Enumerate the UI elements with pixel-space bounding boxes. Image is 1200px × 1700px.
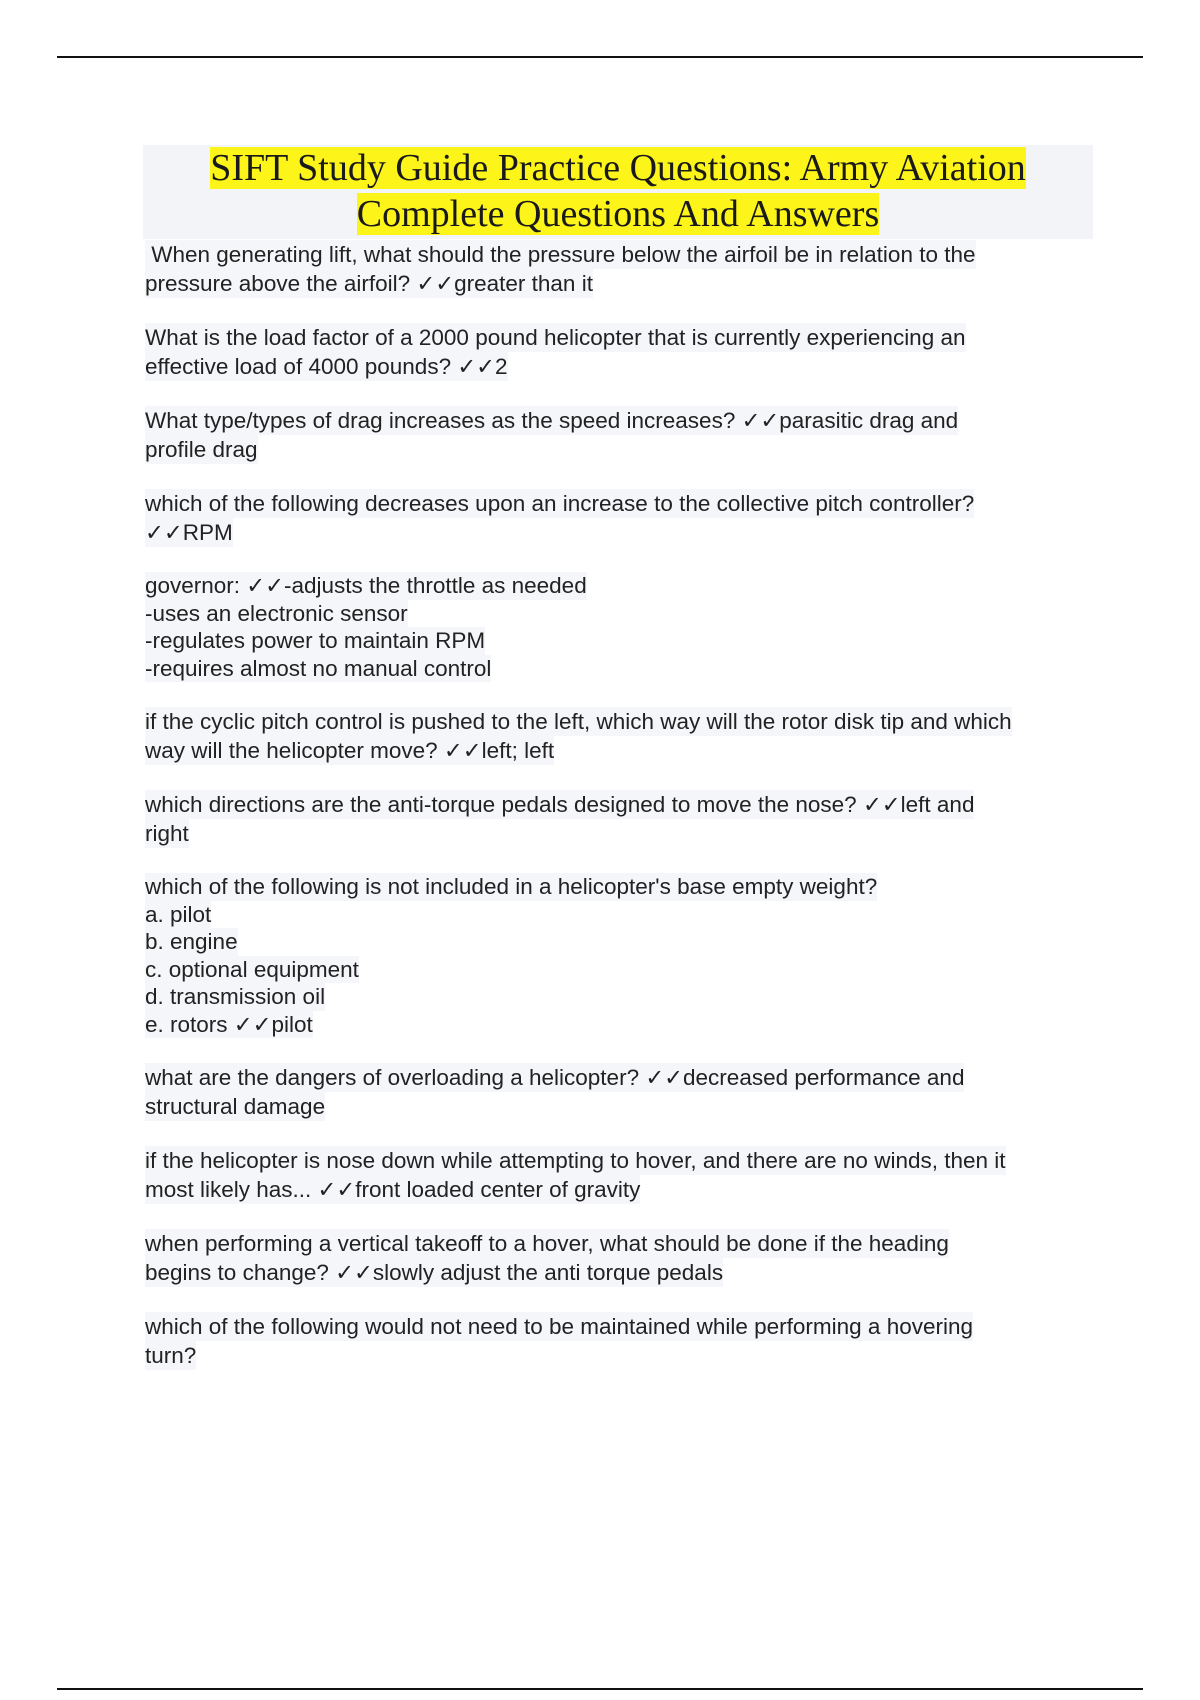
document-title bbox=[143, 145, 1093, 239]
qa-line: b. engine bbox=[145, 929, 238, 954]
qa-item bbox=[145, 790, 1080, 848]
qa-line: What is the load factor of a 2000 pound helicopter that is currently experiencing an bbox=[145, 325, 966, 350]
qa-line: most likely has... ✓✓front loaded center of gravity bbox=[145, 1177, 641, 1202]
qa-line: When generating lift, what should the pressure below the airfoil be in relation to the bbox=[145, 242, 976, 267]
qa-item bbox=[145, 1146, 1080, 1204]
qa-item bbox=[145, 406, 1080, 464]
qa-line: if the helicopter is nose down while attempting to hover, and there are no winds, then it bbox=[145, 1148, 1006, 1173]
qa-item bbox=[145, 707, 1080, 765]
qa-item bbox=[145, 323, 1080, 381]
qa-item bbox=[145, 240, 1080, 298]
qa-item bbox=[145, 873, 1080, 1038]
qa-item bbox=[145, 1312, 1080, 1370]
qa-list bbox=[145, 240, 1080, 1395]
qa-item bbox=[145, 1229, 1080, 1287]
title-line-2: Complete Questions And Answers bbox=[356, 193, 880, 235]
qa-line: if the cyclic pitch control is pushed to the left, which way will the rotor disk tip and which bbox=[145, 709, 1012, 734]
qa-line: profile drag bbox=[145, 437, 258, 462]
qa-line: d. transmission oil bbox=[145, 984, 326, 1009]
qa-line: turn? bbox=[145, 1343, 197, 1368]
qa-line: which of the following would not need to be maintained while performing a hovering bbox=[145, 1314, 974, 1339]
qa-line: a. pilot bbox=[145, 901, 212, 927]
qa-line: pressure above the airfoil? ✓✓greater than it bbox=[145, 271, 593, 296]
qa-line: when performing a vertical takeoff to a hover, what should be done if the heading bbox=[145, 1231, 949, 1256]
qa-line: which of the following decreases upon an increase to the collective pitch controller? bbox=[145, 491, 975, 516]
qa-line: governor: ✓✓-adjusts the throttle as needed bbox=[145, 573, 587, 598]
qa-line: which directions are the anti-torque pedals designed to move the nose? ✓✓left and bbox=[145, 792, 975, 817]
qa-line: -requires almost no manual control bbox=[145, 655, 492, 681]
qa-line: what are the dangers of overloading a helicopter? ✓✓decreased performance and bbox=[145, 1065, 965, 1090]
qa-line: What type/types of drag increases as the speed increases? ✓✓parasitic drag and bbox=[145, 408, 959, 433]
qa-item bbox=[145, 489, 1080, 547]
qa-line: effective load of 4000 pounds? ✓✓2 bbox=[145, 354, 508, 379]
title-line-1: SIFT Study Guide Practice Questions: Army Aviation bbox=[210, 147, 1026, 189]
qa-line: begins to change? ✓✓slowly adjust the anti torque pedals bbox=[145, 1260, 724, 1285]
qa-item bbox=[145, 1063, 1080, 1121]
qa-item bbox=[145, 572, 1080, 682]
qa-line: ✓✓RPM bbox=[145, 520, 233, 545]
qa-line: structural damage bbox=[145, 1094, 326, 1119]
qa-line: -regulates power to maintain RPM bbox=[145, 628, 486, 653]
qa-line: which of the following is not included in a helicopter's base empty weight? bbox=[145, 874, 878, 899]
qa-line: right bbox=[145, 821, 189, 846]
top-rule bbox=[57, 56, 1143, 58]
qa-line: way will the helicopter move? ✓✓left; left bbox=[145, 738, 555, 763]
qa-line: c. optional equipment bbox=[145, 956, 359, 982]
qa-line: e. rotors ✓✓pilot bbox=[145, 1011, 313, 1037]
qa-line: -uses an electronic sensor bbox=[145, 600, 408, 626]
bottom-rule bbox=[57, 1688, 1143, 1690]
